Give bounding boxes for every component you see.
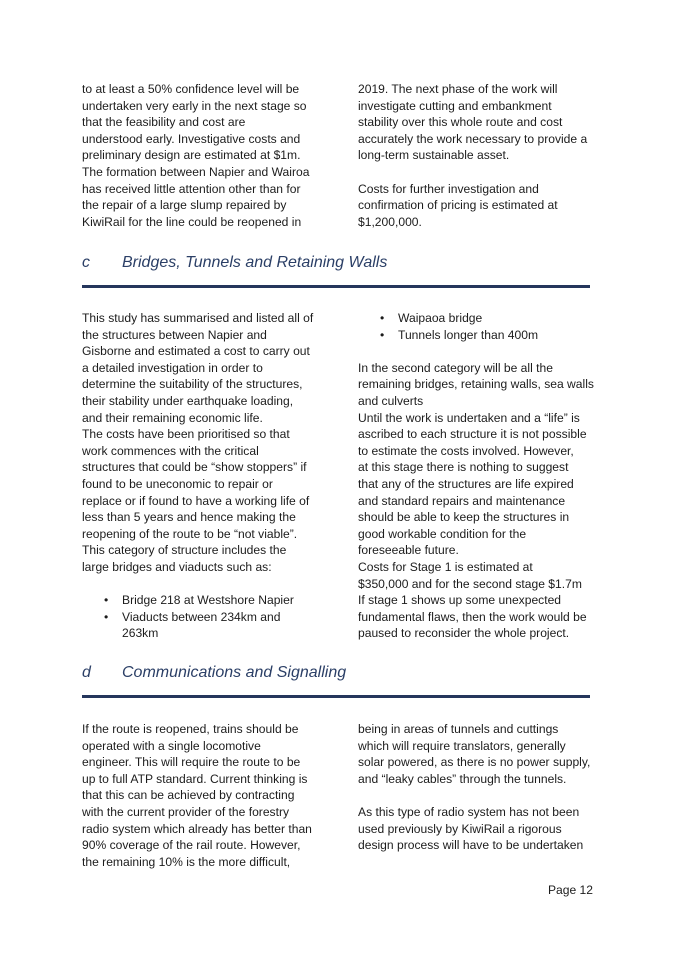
section-d-right-paragraph-1 [358, 721, 603, 787]
list-item [358, 327, 603, 344]
section-c-right-paragraph [358, 360, 603, 642]
text-line: reopening of the route to be “not viable”. [82, 526, 298, 541]
text-line: has received little attention other than for [82, 181, 301, 196]
text-line: work commences with the critical [82, 443, 259, 458]
section-d-right-column [358, 721, 603, 854]
text-line: engineer. This will require the route to be [82, 755, 301, 770]
list-item [82, 609, 332, 642]
section-c-right-bullet-list [358, 310, 603, 343]
text-line: Costs for further investigation and [358, 181, 539, 196]
text-line: and “leaky cables” through the tunnels. [358, 771, 567, 786]
text-line: being in areas of tunnels and cuttings [358, 722, 559, 736]
text-line: The formation between Napier and Wairoa [82, 164, 310, 179]
text-line: Costs for Stage 1 is estimated at [358, 559, 533, 574]
list-item-text: Bridge 218 at Westshore Napier [122, 593, 294, 608]
text-line: paused to reconsider the whole project. [358, 626, 570, 641]
section-c-left-paragraph [82, 310, 332, 576]
top-left-text [82, 81, 332, 230]
text-line: preliminary design are estimated at $1m. [82, 148, 301, 163]
text-line: 2019. The next phase of the work will [358, 82, 558, 96]
top-right-paragraph-2 [358, 181, 603, 231]
text-line: their stability under earthquake loading, [82, 393, 294, 408]
text-line: structures that could be “show stoppers” if [82, 460, 307, 475]
text-line: If the route is reopened, trains should be [82, 722, 299, 736]
text-line: foreseeable future. [358, 543, 459, 558]
text-line: If stage 1 shows up some unexpected [358, 593, 562, 608]
top-right-column [358, 81, 603, 230]
list-item [82, 592, 332, 609]
text-line: that any of the structures are life expired [358, 476, 574, 491]
section-d-left-column [82, 721, 332, 870]
text-line: fundamental flaws, then the work would be [358, 609, 587, 624]
text-line: design process will have to be undertaken [358, 838, 584, 853]
text-line: less than 5 years and hence making the [82, 510, 296, 525]
text-line: In the second category will be all the [358, 360, 553, 375]
list-item-text: Waipaoa bridge [398, 311, 483, 325]
list-item-text: Viaducts between 234km and [122, 609, 281, 624]
text-line: radio system which already has better than [82, 821, 312, 836]
text-line: undertaken very early in the next stage so [82, 98, 307, 113]
text-line: Until the work is undertaken and a “life” is [358, 410, 580, 425]
section-d-letter: d [82, 664, 91, 681]
section-c-left-column [82, 310, 332, 642]
text-line: KiwiRail for the line could be reopened in [82, 214, 302, 229]
section-c-title: Bridges, Tunnels and Retaining Walls [122, 254, 388, 271]
text-line: $350,000 and for the second stage $1.7m [358, 576, 582, 591]
text-line: good workable condition for the [358, 526, 527, 541]
text-line: accurately the work necessary to provide a [358, 131, 588, 146]
text-line: with the current provider of the forestry [82, 804, 290, 819]
text-line: Gisborne and estimated a cost to carry out [82, 344, 310, 359]
text-line: the remaining 10% is the more difficult, [82, 854, 291, 869]
section-c-right-column [358, 310, 603, 642]
text-line: the structures between Napier and [82, 327, 267, 342]
page-number: Page 12 [547, 883, 593, 897]
text-line: long-term sustainable asset. [358, 148, 510, 163]
text-line: large bridges and viaducts such as: [82, 559, 272, 574]
text-line: at this stage there is nothing to suggest [358, 460, 569, 475]
section-c-left-bullet-list [82, 592, 332, 642]
text-line: understood early. Investigative costs and [82, 131, 301, 146]
list-item [358, 310, 603, 327]
text-line: replace or if found to have a working life of [82, 493, 310, 508]
text-line: should be able to keep the structures in [358, 510, 570, 525]
text-line: confirmation of pricing is estimated at [358, 198, 558, 213]
section-c-divider [82, 285, 590, 288]
text-line: up to full ATP standard. Current thinking is [82, 771, 308, 786]
text-line: found to be uneconomic to repair or [82, 476, 273, 491]
text-line: and standard repairs and maintenance [358, 493, 566, 508]
list-item-text: Tunnels longer than 400m [398, 327, 539, 342]
text-line: As this type of radio system has not been [358, 804, 580, 819]
text-line: 90% coverage of the rail route. However, [82, 838, 301, 853]
text-line: stability over this whole route and cost [358, 115, 563, 130]
text-line: This study has summarised and listed all of [82, 311, 314, 325]
section-c-letter: c [82, 254, 90, 271]
top-right-paragraph-1 [358, 81, 603, 164]
section-d-right-paragraph-2 [358, 804, 603, 854]
text-line: remaining bridges, retaining walls, sea walls [358, 377, 594, 392]
list-item-text: 263km [122, 626, 159, 641]
text-line: and culverts [358, 393, 424, 408]
text-line: the repair of a large slump repaired by [82, 198, 287, 213]
text-line: This category of structure includes the [82, 543, 287, 558]
text-line: that this can be achieved by contracting [82, 788, 295, 803]
text-line: to at least a 50% confidence level will be [82, 82, 300, 96]
text-line: to estimate the costs involved. However, [358, 443, 574, 458]
section-d-title: Communications and Signalling [122, 664, 347, 681]
text-line: determine the suitability of the structures, [82, 377, 303, 392]
section-c-heading [82, 252, 590, 274]
section-d-heading [82, 662, 590, 684]
text-line: that the feasibility and cost are [82, 115, 246, 130]
text-line: The costs have been prioritised so that [82, 427, 290, 442]
text-line: investigate cutting and embankment [358, 98, 552, 113]
text-line: a detailed investigation in order to [82, 360, 263, 375]
top-left-paragraph [82, 81, 332, 230]
text-line: $1,200,000. [358, 214, 422, 229]
section-d-divider [82, 695, 590, 698]
text-line: and their remaining economic life. [82, 410, 263, 425]
text-line: solar powered, as there is no power supply, [358, 755, 591, 770]
section-d-left-paragraph [82, 721, 332, 870]
text-line: ascribed to each structure it is not possible [358, 427, 587, 442]
text-line: operated with a single locomotive [82, 738, 261, 753]
text-line: which will require translators, generally [358, 738, 566, 753]
text-line: used previously by KiwiRail a rigorous [358, 821, 562, 836]
